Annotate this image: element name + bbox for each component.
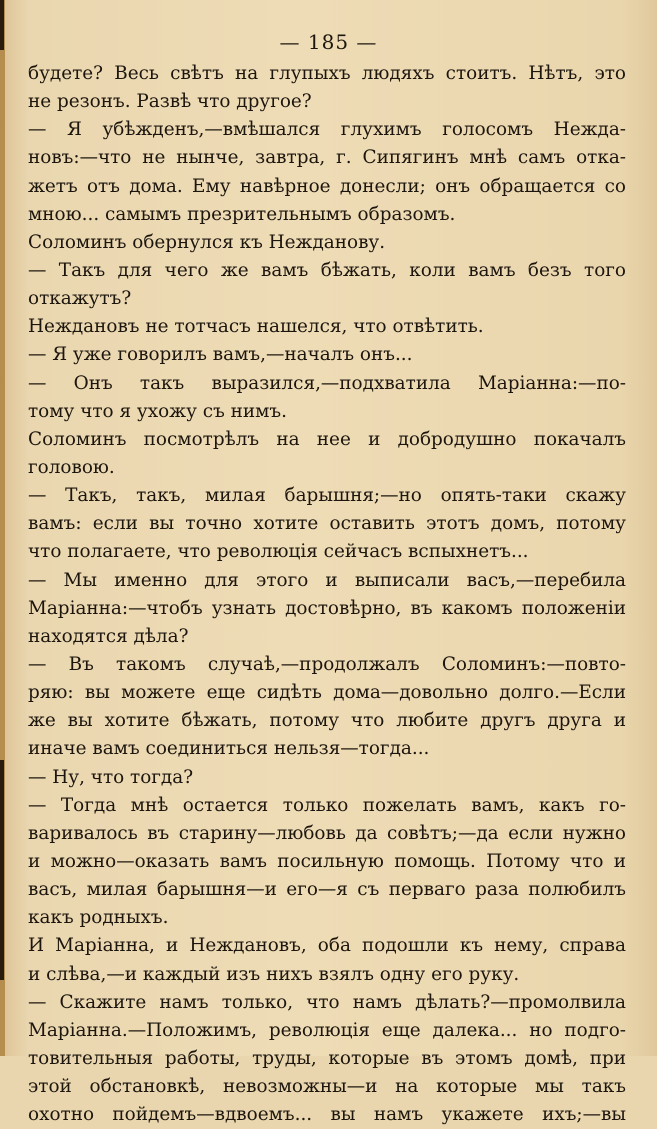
- text-line: — Мы именно для этого и выписали васъ,—перебила: [28, 569, 626, 591]
- text-line: ряю: вы можете еще сидѣть дома—довольно долго.—Если: [28, 682, 626, 704]
- text-line: — Въ такомъ случаѣ,—продолжалъ Соломинъ:—повто-: [28, 653, 626, 675]
- text-line: — Тогда мнѣ остается только пожелать вамъ, какъ го-: [28, 794, 626, 816]
- text-line: — Я уже говорилъ вамъ,—началъ онъ...: [28, 344, 413, 366]
- text-line: новъ:—что не нынче, завтра, г. Сипягинъ мнѣ самъ отка-: [28, 147, 626, 169]
- text-line: Неждановъ не тотчасъ нашелся, что отвѣтить.: [28, 316, 484, 338]
- text-line: — Такъ, такъ, милая барышня;—но опять-таки скажу: [28, 485, 626, 507]
- text-line: васъ, милая барышня—и его—я съ перваго раза полюбилъ: [28, 879, 626, 901]
- text-line: находятся дѣла?: [28, 625, 189, 647]
- text-line: иначе вамъ соединиться нельзя—тогда...: [28, 738, 430, 760]
- text-line: головою.: [28, 456, 115, 478]
- page-number: — 185 —: [279, 30, 378, 54]
- text-line: и можно—оказать вамъ посильную помощь. Потому что и: [28, 850, 626, 872]
- text-line: что полагаете, что революція сейчасъ вспыхнетъ...: [28, 541, 529, 563]
- text-line: жетъ отъ дома. Ему навѣрное донесли; онъ обращается со: [28, 175, 626, 197]
- text-line: тому что я ухожу съ нимъ.: [28, 400, 287, 422]
- spine-shadow-bottom: [0, 760, 4, 980]
- text-line: — Я убѣжденъ,—вмѣшался глухимъ голосомъ Нежда-: [28, 119, 626, 141]
- text-line: этой обстановкѣ, невозможны—и на которые мы такъ: [28, 1076, 626, 1098]
- text-line: же вы хотите бѣжать, потому что любите другъ друга и: [28, 710, 626, 732]
- text-line: — Онъ такъ выразился,—подхватила Маріанна:—по-: [28, 372, 626, 394]
- text-line: — Такъ для чего же вамъ бѣжать, коли вамъ безъ того: [28, 259, 626, 281]
- text-line: какъ родныхъ.: [28, 907, 169, 929]
- text-line: и слѣва,—и каждый изъ нихъ взялъ одну его руку.: [28, 963, 520, 985]
- text-line: варивалось въ старину—любовь да совѣтъ;—да если нужно: [28, 822, 626, 844]
- text-line: будете? Весь свѣтъ на глупыхъ людяхъ стоитъ. Нѣтъ, это: [28, 63, 626, 84]
- text-line: не резонъ. Развѣ что другое?: [28, 91, 312, 113]
- text-line: — Скажите намъ только, что намъ дѣлать?—промолвила: [28, 991, 626, 1013]
- text-line: И Маріанна, и Неждановъ, оба подошли къ нему, справа: [28, 935, 626, 957]
- text-line: Маріанна:—чтобъ узнать достовѣрно, въ какомъ положеніи: [28, 597, 626, 619]
- text-line: вамъ: если вы точно хотите оставить этотъ домъ, потому: [28, 513, 626, 535]
- page-body-text: [28, 60, 626, 1129]
- text-line: товительныя работы, труды, которые въ этомъ домѣ, при: [28, 1047, 626, 1069]
- text-line: Соломинъ посмотрѣлъ на нее и добродушно покачалъ: [28, 428, 626, 450]
- text-line: охотно пойдемъ—вдвоемъ... вы намъ укажете ихъ;—вы: [28, 1104, 626, 1126]
- text-line: — Ну, что тогда?: [28, 766, 194, 788]
- text-line: Соломинъ обернулся къ Нежданову.: [28, 231, 386, 253]
- text-line: мною... самымъ презрительнымъ образомъ.: [28, 203, 456, 225]
- text-line: откажутъ?: [28, 288, 132, 310]
- text-line: Маріанна.—Положимъ, революція еще далека... но подго-: [28, 1019, 626, 1041]
